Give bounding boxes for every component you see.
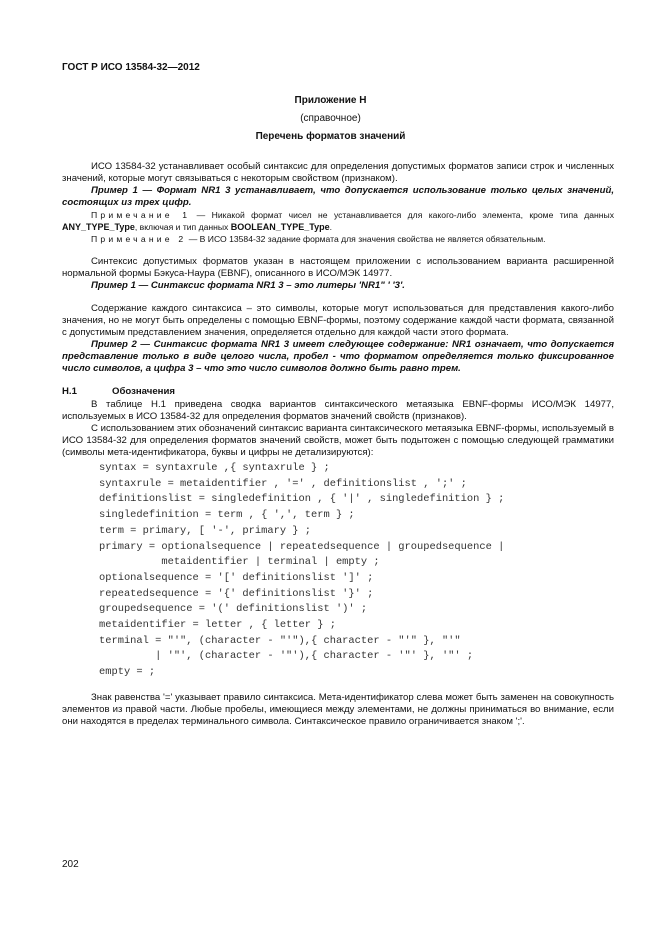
note-2 <box>62 233 614 245</box>
note-1-text-b: , включая и тип данных <box>134 222 231 232</box>
grammar-line: term = primary, [ '-', primary } ; <box>99 524 312 537</box>
grammar-line: syntaxrule = metaidentifier , '=' , definitionslist , ';' ; <box>99 477 467 490</box>
note-1-text-c: . <box>329 222 332 232</box>
grammar-line: groupedsequence = '(' definitionslist ')' ; <box>99 603 368 616</box>
appendix-title: Приложение Н <box>294 95 367 106</box>
note-1-type-bool: BOOLEAN_TYPE_Type <box>230 222 330 232</box>
grammar-line: primary = optionalsequence | repeatedsequence | groupedsequence | <box>99 540 505 553</box>
grammar-line: metaidentifier | terminal | empty ; <box>99 556 380 569</box>
paragraph-syntax: Синтексис допустимых форматов указан в настоящем приложении с использованием варианта расширенной нормальной формы Бэкуса-Наура (EBNF), описанного в ИСО/МЭК 14977. <box>62 256 614 279</box>
grammar-line: optionalsequence = '[' definitionslist ']' ; <box>99 571 374 584</box>
example-1: Пример 1 — Формат NR1 3 устанавливает, что допускается использование только целых значений, состоящих из трех цифр. <box>62 185 614 208</box>
example-1b: Пример 1 — Синтаксис формата NR1 3 – это литеры 'NR1" ' '3'. <box>91 280 405 291</box>
appendix-heading: Перечень форматов значений <box>255 131 406 142</box>
grammar-block <box>99 461 614 681</box>
standard-header: ГОСТ Р ИСО 13584-32—2012 <box>62 62 200 73</box>
paragraph-grammar-intro: С использованием этих обозначений синтаксис варианта синтаксического метаязыка EBNF-формы, используемый в ИСО 13584-32 для определения форматов значений свойств, может быть подытожен с помощью следующей грамматики (символы мета-идентификатора, буквы и цифры не детализируются): <box>62 423 614 458</box>
appendix-subtitle: (справочное) <box>300 113 361 124</box>
grammar-line: syntax = syntaxrule ,{ syntaxrule } ; <box>99 462 330 474</box>
grammar-line: empty = ; <box>99 666 156 679</box>
note-1 <box>62 209 614 233</box>
example-2: Пример 2 — Синтаксис формата NR1 3 имеет следующее содержание: NR1 означает, что допускается представление только в виде целого числа, пробел - что форматом определяется только фиксированное число символов, а цифра 3 – что это число символов должно быть равно трем. <box>62 339 614 374</box>
note-2-label: Примечание 2 <box>91 234 187 244</box>
grammar-line: singledefinition = term , { ',', term } ; <box>99 509 355 522</box>
section-number: Н.1 <box>62 386 77 397</box>
note-2-text: — В ИСО 13584-32 задание формата для значения свойства не является обязательным. <box>188 234 546 244</box>
grammar-line: repeatedsequence = '{' definitionslist '}' ; <box>99 587 374 600</box>
paragraph-content: Содержание каждого синтаксиса – это символы, которые могут использоваться для представления какого-либо значения, но не могут быть определены с помощью EBNF-формы, поэтому содержание каждой части формата, связанной с допустимым представлением значения, определяется отдельно для каждой части этого формата. <box>62 303 614 338</box>
note-1-label: Примечание 1 <box>91 210 191 220</box>
page-number: 202 <box>62 859 79 870</box>
grammar-line: definitionslist = singledefinition , { '|' , singledefinition } ; <box>99 493 505 506</box>
note-1-type-any: ANY_TYPE_Type <box>62 222 135 232</box>
paragraph-equals-sign: Знак равенства '=' указывает правило синтаксиса. Мета-идентификатор слева может быть заменен на совокупность элементов из правой части. Любые пробелы, имеющиеся между элементами, не должны приниматься во внимание, если они находятся в пределах терминального символа. Синтаксическое правило ограничивается знаком ';'. <box>62 691 614 727</box>
section-title: Обозначения <box>112 386 175 397</box>
section-heading <box>62 386 614 399</box>
grammar-line: metaidentifier = letter , { letter } ; <box>99 619 336 632</box>
note-1-text-a: — Никакой формат чисел не устанавливается для какого-либо элемента, кроме типа данных <box>196 210 615 220</box>
grammar-line: | '"', (character - '"'),{ character - '"' }, '"' ; <box>99 650 474 663</box>
paragraph-table-summary: В таблице Н.1 приведена сводка вариантов синтаксического метаязыка EBNF-формы ИСО/МЭК 14977, используемых в ИСО 13584-32 для определения форматов значений свойств (признаков). <box>62 399 614 422</box>
grammar-line: terminal = "'", (character - "'"),{ character - "'" }, "'" <box>99 634 461 647</box>
document-body <box>62 161 614 728</box>
paragraph-intro: ИСО 13584-32 устанавливает особый синтаксис для определения допустимых форматов записи строк и численных значений, которые могут связываться с некоторым свойством (признаком). <box>62 161 614 184</box>
